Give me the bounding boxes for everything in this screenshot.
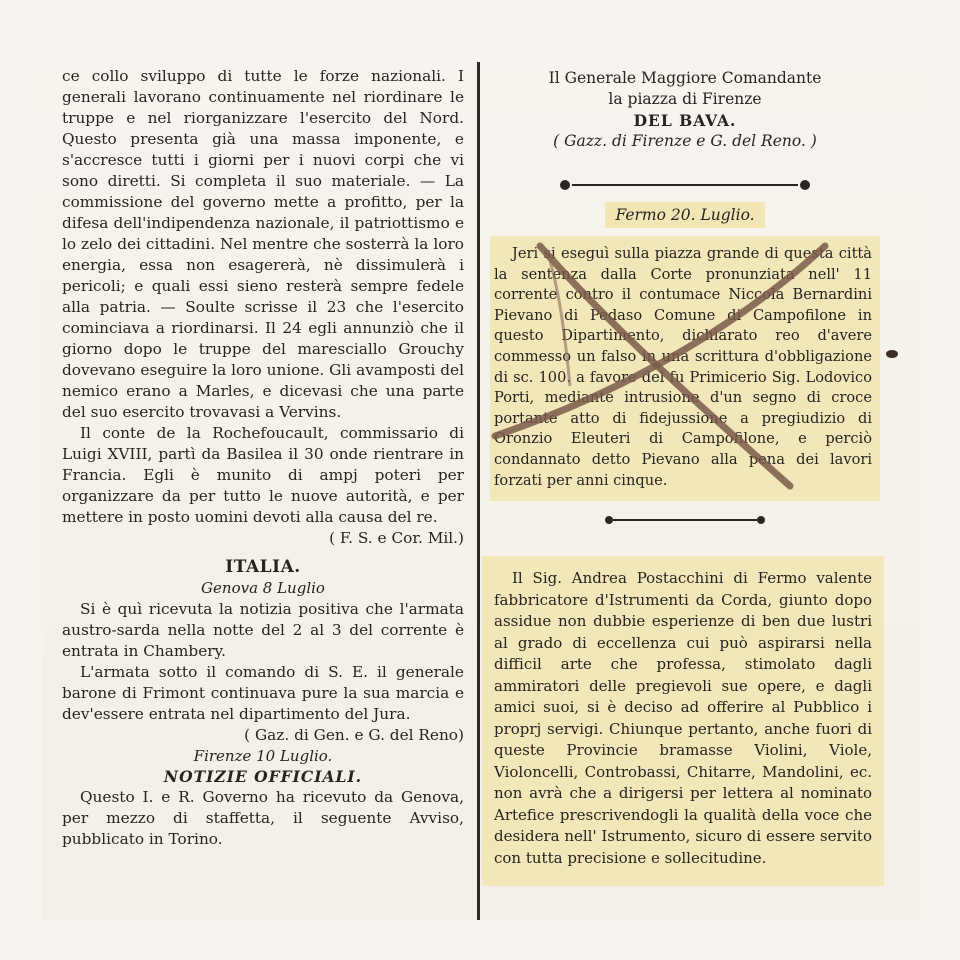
left-paragraph-2: Il conte de la Rochefoucault, commissario di Luigi XVIII, partì da Basilea il 30 onde rientrare in Francia. Egli è munito di ampj poteri per organizzare da per tutto le nuove autorità, e per mettere in posto uomini devoti alla causa del re. [62,424,464,526]
signature-line: Il Generale Maggiore Comandante [548,69,822,87]
notizie-paragraph: Questo I. e R. Governo ha ricevuto da Genova, per mezzo di staffetta, il seguente Avviso, pubblicato in Torino. [62,788,464,848]
advertisement-paragraph: Il Sig. Andrea Postacchini di Fermo valente fabbricatore d'Istrumenti da Corda, giunto dopo assidue non dubbie esperienze di ben due lustri al grado di eccellenza cui può aspirarsi nella difficil arte che professa, stimolato dagli ammiratori delle pregievoli sue opere, e dagli amici suoi, si è deciso ad offerire al Pubblico i proprj servigi. Chiunque pertanto, anche fuori di queste Provincie bramasse Violini, Viole, Violoncelli, Controbassi, Chitarre, Mandolini, ec. non avrà che a dirigersi per lettera al nominato Artefice prescrivendogli la qualità della voce che desidera nell' Istrumento, sicuro di essere servito con tutta precisione e sollecitudine. [494,569,872,867]
ornamental-rule [560,178,810,192]
advertisement-article [482,556,884,886]
fermo-article [490,236,880,501]
genova-paragraph-1: Si è quì ricevuta la notizia positiva che l'armata austro-sarda nella notte del 2 al 3 del corrente è entrata in Chambery. [62,600,464,660]
section-heading-notizie: NOTIZIE OFFICIALI. [163,767,363,786]
dateline-fermo: Fermo 20. Luglio. [605,202,764,228]
column-divider [477,62,480,920]
left-column [62,66,464,850]
left-paragraph-1: ce collo sviluppo di tutte le forze nazionali. I generali lavorano continuamente nel riordinare le truppe e nel riorganizzare l'esercito del Nord. Questo presenta già una massa imponente, e s'accresce tutti i giorni per i nuovi corpi che vi sono diretti. Si completa il suo materiale. — La commissione del governo mette a profitto, per la difesa dell'indipendenza nazionale, il patriottismo e lo zelo dei cittadini. Nel mentre che sosterrà la loro energia, essa non esagererà, nè dissimulerà i pericoli; e quali essi sieno resterà sempre fedele alla patria. — Soulte scrisse il 23 che l'esercito cominciava a riordinarsi. Il 24 egli annunziò che il giorno dopo le truppe del maresciallo Grouchy dovevano eseguire la loro unione. Gli avamposti del nemico erano a Marles, e dicevasi che una parte del suo esercito trovavasi a Vervins. [62,67,464,421]
dateline-firenze: Firenze 10 Luglio. [193,747,333,765]
fermo-paragraph: Jeri si eseguì sulla piazza grande di questa città la sentenza dalla Corte pronunziata nell' 11 corrente contro il contumace Niccola Bernardini Pievano di Pedaso Comune di Campofilone in questo Dipartimento, dichiarato reo d'avere commesso un falso in una scrittura d'obbligazione di sc. 100. a favore del fu Primicerio Sig. Lodovico Porti, mediante intrusione d'un segno di croce portante atto di fidejussione a pregiudizio di Oronzio Eleuteri di Campofilone, e perciò condannato detto Pievano alla pena dei lavori forzati per anni cinque. [494,245,872,489]
source-citation: ( Gaz. di Gen. e G. del Reno) [244,726,464,744]
section-heading-italia: ITALIA. [225,557,301,577]
dateline-genova: Genova 8 Luglio [201,579,325,597]
right-column [490,68,880,525]
signature-name: DEL BAVA. [633,111,737,130]
source-citation: ( F. S. e Cor. Mil.) [329,529,464,547]
signature-line: la piazza di Firenze [608,90,762,108]
ornamental-rule [605,515,765,525]
signature-source: ( Gazz. di Firenze e G. del Reno. ) [553,132,817,150]
ink-blot [886,350,898,358]
genova-paragraph-2: L'armata sotto il comando di S. E. il generale barone di Frimont continuava pure la sua marcia e dev'essere entrata nel dipartimento del Jura. [62,663,464,723]
